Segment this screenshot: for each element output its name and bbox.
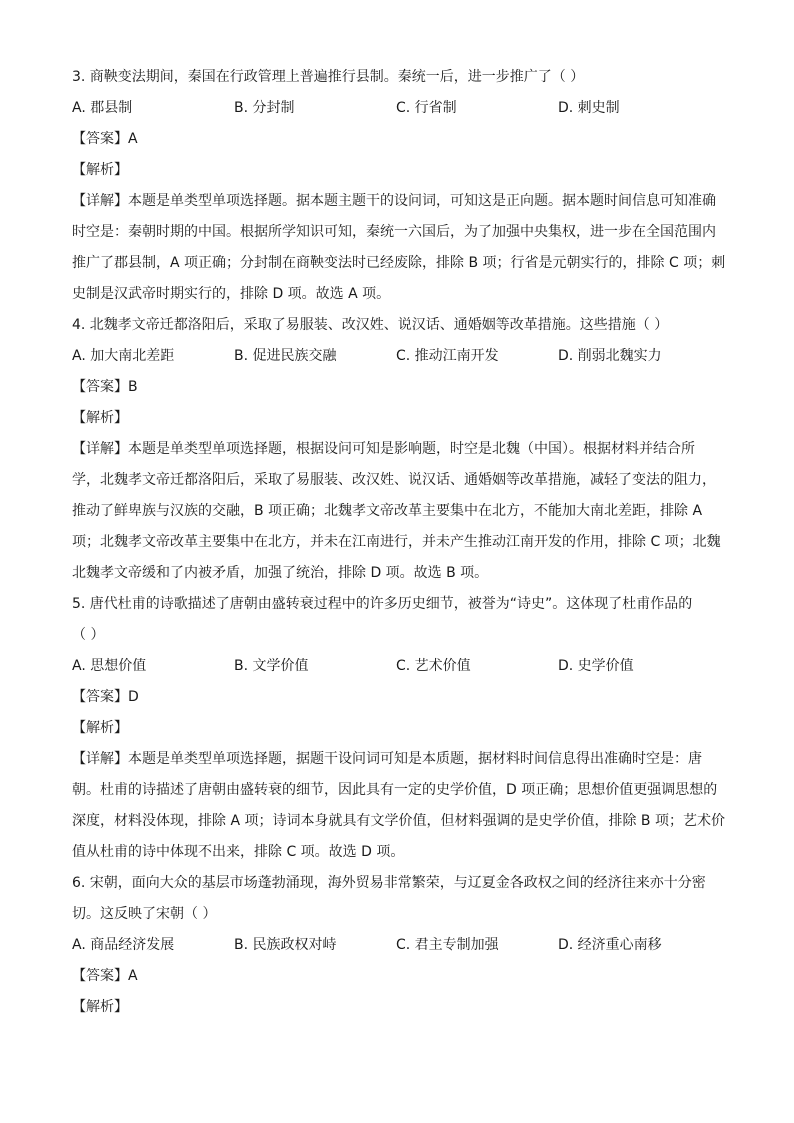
detail-line: 值从杜甫的诗中体现不出来，排除 C 项。故选 D 项。 xyxy=(72,844,405,860)
detail-paragraph xyxy=(72,744,725,868)
question-stem: 6. 宋朝，面向大众的基层市场蓬勃涌现，海外贸易非常繁荣，与辽夏金各政权之间的经济往来亦十分密 xyxy=(72,875,706,891)
question-stem-continued: （ ） xyxy=(72,627,105,643)
answer-label: 【答案】A xyxy=(72,968,138,984)
option-c: C. 艺术价值 xyxy=(396,658,471,674)
analysis-label: 【解析】 xyxy=(72,410,128,426)
answer-label: 【答案】D xyxy=(72,689,139,705)
analysis-label: 【解析】 xyxy=(72,162,128,178)
option-b: B. 民族政权对峙 xyxy=(234,937,337,953)
question-stem: 3. 商鞅变法期间，秦国在行政管理上普遍推行县制。秦统一后，进一步推广了（ ） xyxy=(72,69,585,85)
detail-line: 【详解】本题是单类型单项选择题，据题干设问词可知是本质题，据材料时间信息得出准确时空是：唐 xyxy=(72,751,702,767)
document-page xyxy=(72,62,726,1023)
options-row xyxy=(72,341,722,372)
option-a: A. 郡县制 xyxy=(72,100,133,116)
detail-line: 时空是：秦朝时期的中国。根据所学知识可知，秦统一六国后，为了加强中央集权，进一步在全国范围内 xyxy=(72,224,716,240)
option-b: B. 分封制 xyxy=(234,100,295,116)
option-a: A. 商品经济发展 xyxy=(72,937,175,953)
detail-line: 【详解】本题是单类型单项选择题。据本题主题干的设问词，可知这是正向题。据本题时间信息可知准确 xyxy=(72,193,716,209)
question-4 xyxy=(72,310,722,589)
option-d: D. 刺史制 xyxy=(558,100,620,116)
question-stem: 4. 北魏孝文帝迁都洛阳后，采取了易服装、改汉姓、说汉话、通婚姻等改革措施。这些措施（ ） xyxy=(72,317,669,333)
question-3 xyxy=(72,62,726,310)
question-6 xyxy=(72,868,722,1023)
option-c: C. 君主专制加强 xyxy=(396,937,499,953)
detail-line: 史制是汉武帝时期实行的，排除 D 项。故选 A 项。 xyxy=(72,286,391,302)
option-d: D. 史学价值 xyxy=(558,658,634,674)
option-a: A. 加大南北差距 xyxy=(72,348,175,364)
detail-paragraph xyxy=(72,434,722,589)
option-d: D. 削弱北魏实力 xyxy=(558,348,662,364)
detail-paragraph xyxy=(72,186,726,310)
answer-label: 【答案】B xyxy=(72,379,138,395)
analysis-label: 【解析】 xyxy=(72,999,128,1015)
detail-line: 【详解】本题是单类型单项选择题，根据设问可知是影响题，时空是北魏（中国）。根据材料并结合所 xyxy=(72,441,695,457)
option-c: C. 推动江南开发 xyxy=(396,348,499,364)
detail-line: 学，北魏孝文帝迁都洛阳后，采取了易服装、改汉姓、说汉话、通婚姻等改革措施，减轻了变法的阻力， xyxy=(72,472,716,488)
options-row xyxy=(72,93,722,124)
detail-line: 推动了鲜卑族与汉族的交融，B 项正确；北魏孝文帝改革主要集中在北方，不能加大南北差距，排除 A xyxy=(72,503,703,519)
options-row xyxy=(72,930,722,961)
option-c: C. 行省制 xyxy=(396,100,457,116)
detail-line: 项；北魏孝文帝改革主要集中在北方，并未在江南进行，并未产生推动江南开发的作用，排除 C 项；北魏 xyxy=(72,534,721,550)
detail-line: 推广了郡县制，A 项正确；分封制在商鞅变法时已经废除，排除 B 项；行省是元朝实行的，排除 C 项；刺 xyxy=(72,255,726,271)
detail-line: 深度，材料没体现，排除 A 项；诗词本身就具有文学价值，但材料强调的是史学价值，排除 B 项；艺术价 xyxy=(72,813,725,829)
question-stem-continued: 切。这反映了宋朝（ ） xyxy=(72,906,217,922)
detail-line: 北魏孝文帝缓和了内被矛盾，加强了统治，排除 D 项。故选 B 项。 xyxy=(72,565,489,581)
answer-label: 【答案】A xyxy=(72,131,138,147)
question-5 xyxy=(72,589,725,868)
question-stem: 5. 唐代杜甫的诗歌描述了唐朝由盛转衰过程中的许多历史细节，被誉为“诗史”。这体现了杜甫作品的 xyxy=(72,596,693,612)
option-d: D. 经济重心南移 xyxy=(558,937,662,953)
option-b: B. 促进民族交融 xyxy=(234,348,337,364)
option-b: B. 文学价值 xyxy=(234,658,309,674)
analysis-label: 【解析】 xyxy=(72,720,128,736)
detail-line: 朝。杜甫的诗描述了唐朝由盛转衰的细节，因此具有一定的史学价值，D 项正确；思想价值更强调思想的 xyxy=(72,782,718,798)
options-row xyxy=(72,651,722,682)
option-a: A. 思想价值 xyxy=(72,658,147,674)
